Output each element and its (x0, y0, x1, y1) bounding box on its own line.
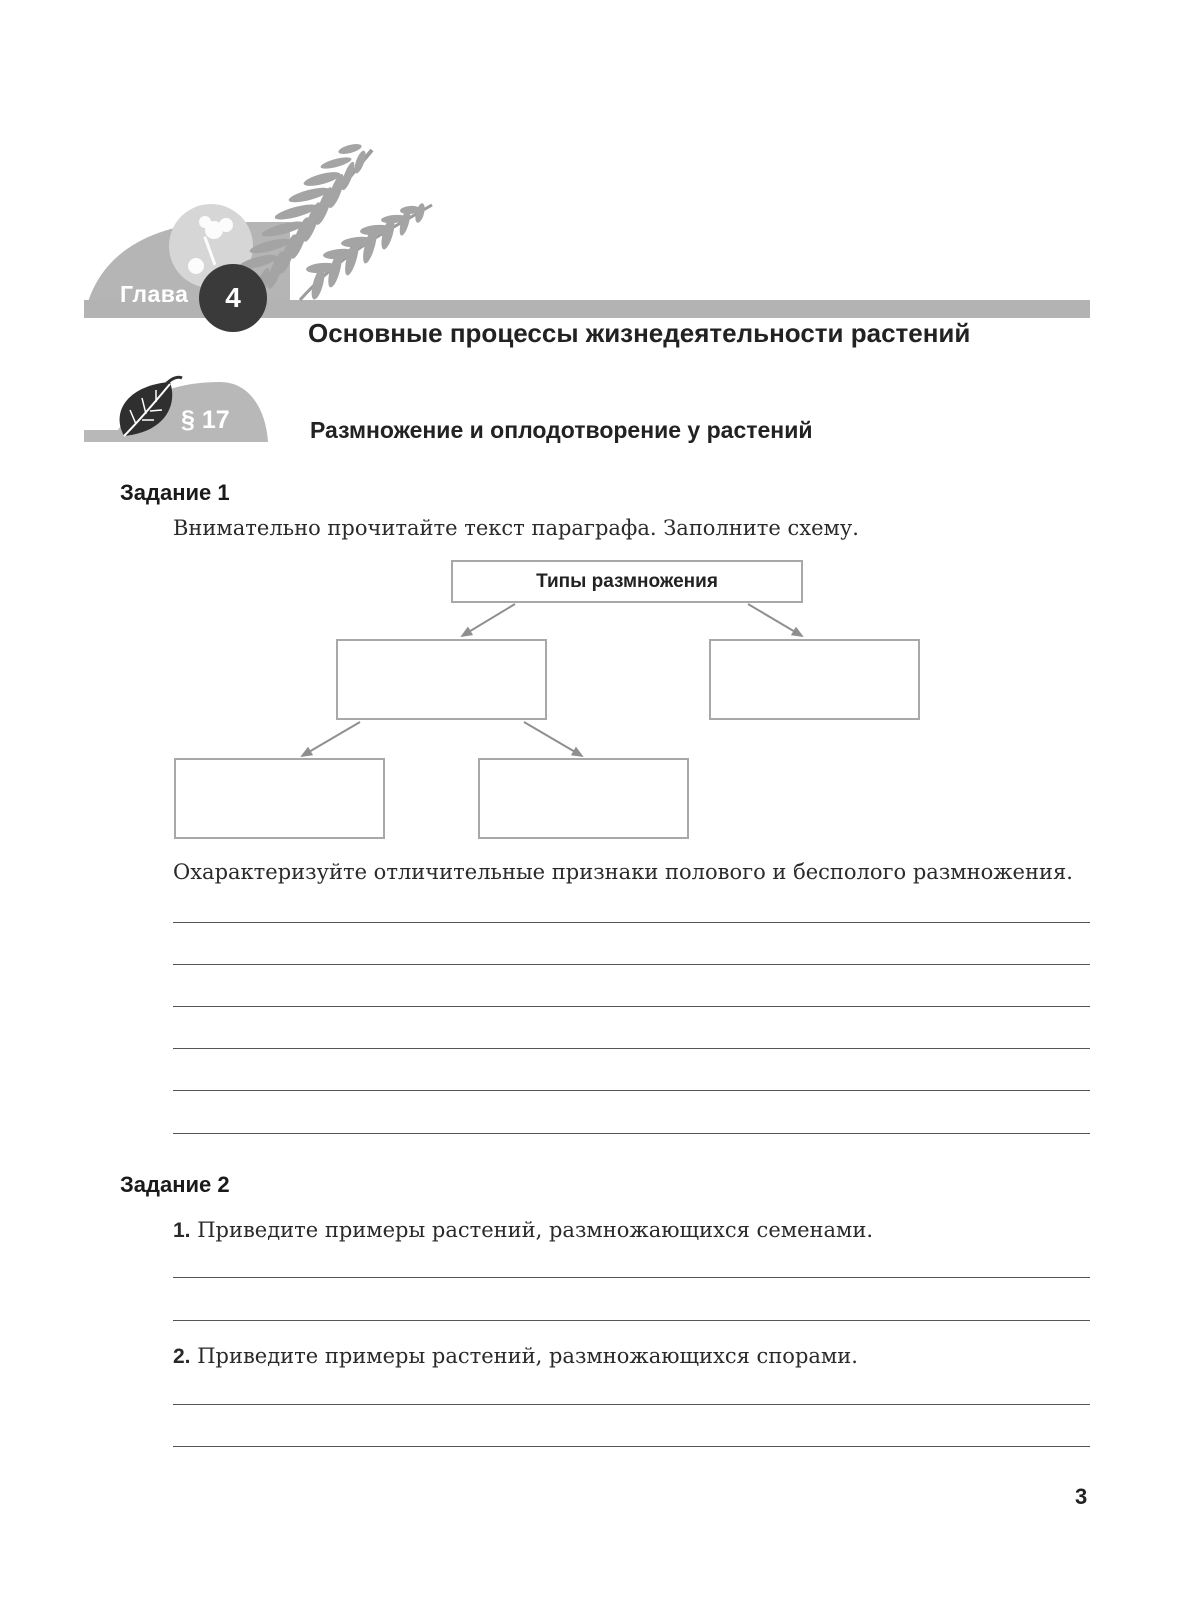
paragraph-title: Размножение и оплодотворение у растений (310, 417, 813, 443)
diagram-box-sub-1[interactable] (174, 758, 385, 839)
arrow-left-sub2 (524, 722, 582, 756)
answer-line[interactable] (173, 1320, 1090, 1321)
arrow-root-right (748, 604, 802, 636)
arrow-root-left (462, 604, 515, 636)
paragraph-badge (84, 382, 268, 442)
task1-heading: Задание 1 (120, 480, 230, 505)
task1-instruction: Внимательно прочитайте текст параграфа. Заполните схему. (173, 516, 859, 540)
task2-item-1-number: 1. (173, 1219, 191, 1242)
chapter-number: 4 (225, 282, 241, 313)
diagram-box-right[interactable] (709, 639, 920, 720)
task1-question: Охарактеризуйте отличительные признаки полового и бесполого размножения. (173, 860, 1073, 884)
answer-line[interactable] (173, 1404, 1090, 1405)
page-number: 3 (1075, 1484, 1088, 1509)
answer-line[interactable] (173, 922, 1090, 923)
chapter-title: Основные процессы жизнедеятельности растений (308, 318, 971, 348)
answer-line[interactable] (173, 1048, 1090, 1049)
answer-line[interactable] (173, 1446, 1090, 1447)
task2-heading: Задание 2 (120, 1172, 230, 1197)
answer-line[interactable] (173, 1133, 1090, 1134)
answer-line[interactable] (173, 1090, 1090, 1091)
task2-item-2-text: Приведите примеры растений, размножающихся спорами. (197, 1344, 858, 1368)
paragraph-number: § 17 (181, 406, 230, 434)
chapter-header-illustration (0, 0, 1200, 460)
diagram-root-box: Типы размножения (451, 560, 803, 603)
diagram-box-sub-2[interactable] (478, 758, 689, 839)
answer-line[interactable] (173, 1277, 1090, 1278)
task2-item-1-text: Приведите примеры растений, размножающихся семенами. (197, 1218, 874, 1242)
answer-line[interactable] (173, 964, 1090, 965)
chapter-label: Глава (120, 281, 189, 307)
task2-item-2 (173, 1344, 858, 1369)
arrow-left-sub1 (302, 722, 360, 756)
task2-item-2-number: 2. (173, 1345, 191, 1368)
diagram-box-left[interactable] (336, 639, 547, 720)
answer-line[interactable] (173, 1006, 1090, 1007)
task2-item-1 (173, 1218, 873, 1243)
